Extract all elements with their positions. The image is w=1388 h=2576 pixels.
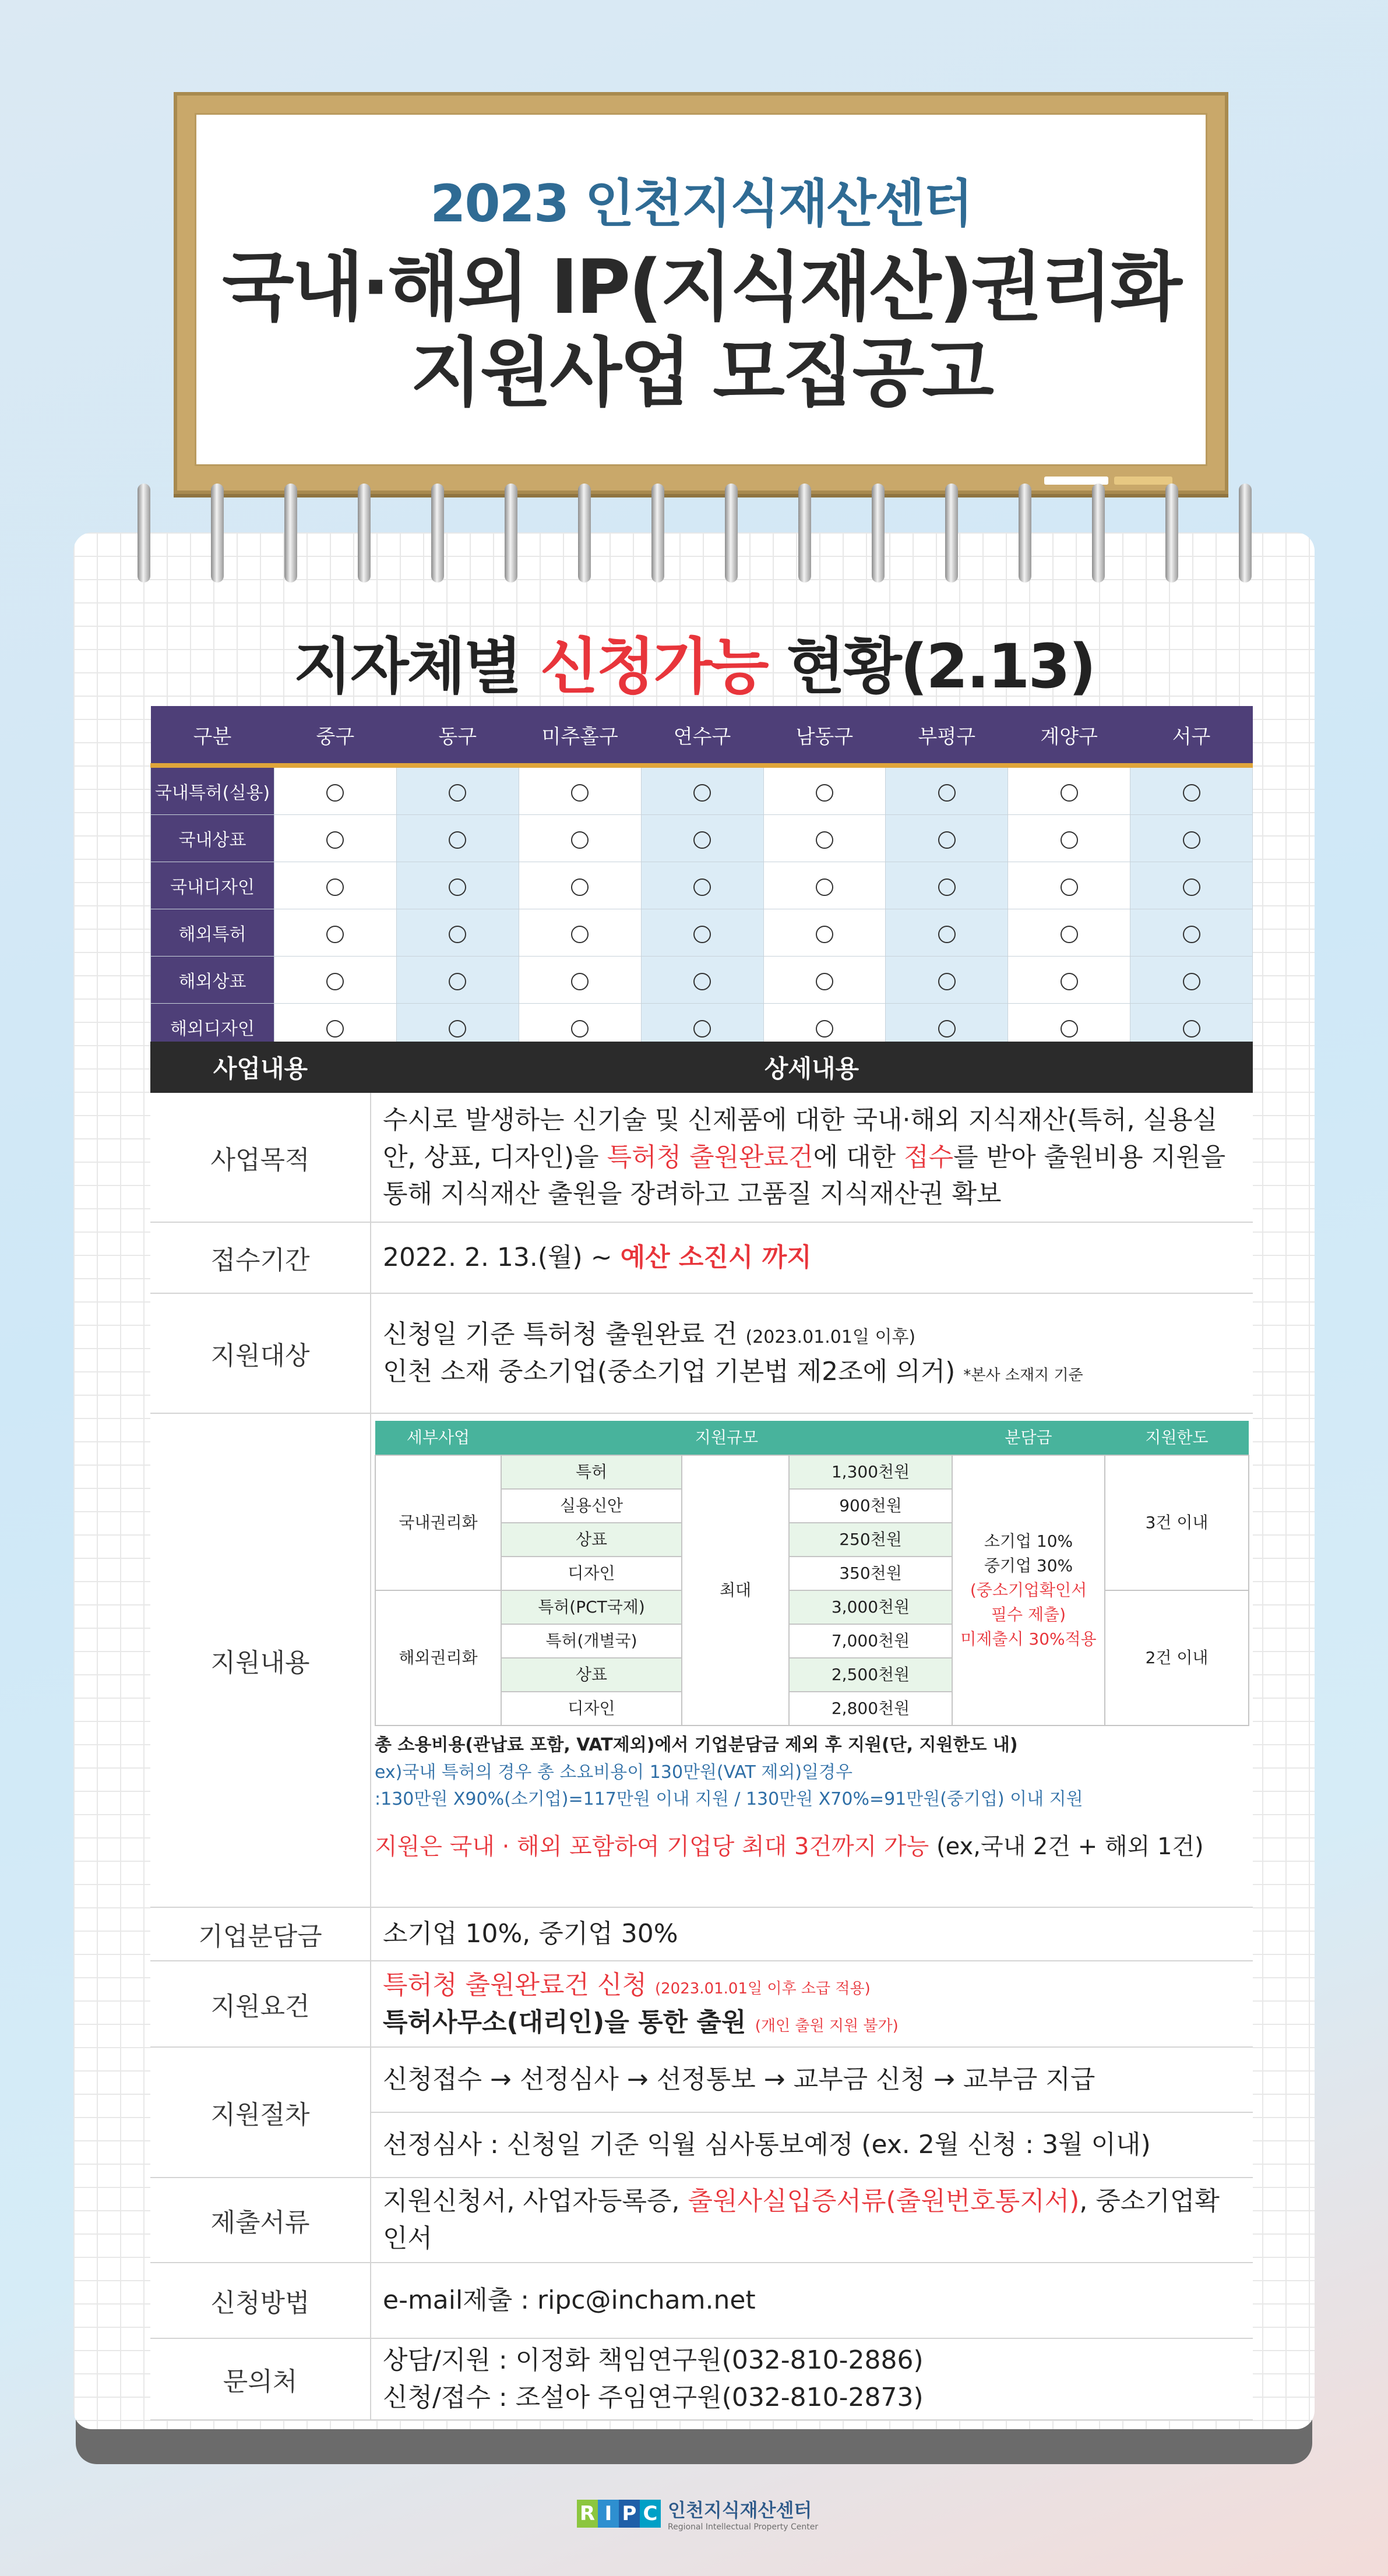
- region-availability-table: [150, 706, 1253, 1051]
- district-header: 연수구: [641, 706, 763, 765]
- support-note-1: 총 소용비용(관납료 포함, VAT제외)에서 기업분담금 제외 후 지원(단, 지원한도 내): [375, 1735, 1018, 1755]
- support-label: 지원내용: [150, 1413, 371, 1907]
- availability-title-highlight: 신청가능: [540, 631, 767, 702]
- available-circle-icon: [938, 878, 956, 896]
- contact-line1: 상담/지원 : 이정화 책임연구원(032-810-2886): [383, 2345, 924, 2376]
- availability-cell: [1008, 765, 1130, 815]
- share-content: 소기업 10%, 중기업 30%: [371, 1907, 1253, 1961]
- available-circle-icon: [938, 973, 956, 990]
- purpose-text-1: 수시로 발생하는 신기술 및 신제품에 대한 국내·해외 지식재산(특허, 실용실안, 상표, 디자인)을: [383, 1104, 1218, 1172]
- spiral-ring-icon: [945, 484, 958, 583]
- support-item-name: 특허(PCT국제): [501, 1590, 682, 1624]
- support-item-row: [375, 1590, 1249, 1624]
- support-note-4: 지원은 국내 · 해외 포함하여 기업당 최대 3건까지 가능: [375, 1833, 929, 1860]
- availability-cell: [641, 957, 763, 1004]
- district-header: 동구: [396, 706, 519, 765]
- available-circle-icon: [938, 831, 956, 849]
- period-date: 2022. 2. 13.(월) ~: [383, 1243, 621, 1273]
- availability-cell: [274, 909, 397, 957]
- available-circle-icon: [1061, 831, 1078, 849]
- support-content: [371, 1413, 1253, 1907]
- procedure-line2: 선정심사 : 신청일 기준 익월 심사통보예정 (ex. 2월 신청 : 3월 이내): [371, 2112, 1253, 2177]
- available-circle-icon: [816, 831, 833, 849]
- available-circle-icon: [816, 784, 833, 802]
- share-small: 소기업 10%: [984, 1532, 1073, 1551]
- availability-cell: [396, 765, 519, 815]
- support-item-amount: 3,000천원: [789, 1590, 952, 1624]
- board-title-line1: 국내·해외 IP(지식재산)권리화: [222, 244, 1180, 331]
- region-row: [151, 815, 1253, 862]
- requirement-line2-note: (개인 출원 지원 불가): [755, 2017, 899, 2035]
- spiral-ring-icon: [431, 484, 444, 583]
- available-circle-icon: [449, 973, 466, 990]
- district-header: 남동구: [763, 706, 886, 765]
- spiral-ring-icon: [798, 484, 811, 583]
- available-circle-icon: [1183, 926, 1200, 943]
- requirement-line2: 특허사무소(대리인)을 통한 출원: [383, 2007, 755, 2037]
- blackboard-frame: [174, 92, 1228, 494]
- support-item-name: 디자인: [501, 1692, 682, 1725]
- availability-cell: [1008, 957, 1130, 1004]
- logo-letter: C: [640, 2500, 661, 2528]
- available-circle-icon: [449, 1020, 466, 1038]
- availability-cell: [641, 815, 763, 862]
- region-row: [151, 957, 1253, 1004]
- domestic-limit: 3건 이내: [1105, 1455, 1249, 1590]
- available-circle-icon: [326, 878, 344, 896]
- spiral-ring-icon: [872, 484, 885, 583]
- availability-cell: [1008, 909, 1130, 957]
- support-item-amount: 350천원: [789, 1557, 952, 1590]
- availability-cell: [519, 765, 641, 815]
- purpose-text-highlight-2: 접수: [904, 1142, 954, 1172]
- availability-cell: [1008, 815, 1130, 862]
- region-row: [151, 765, 1253, 815]
- spiral-ring-icon: [1092, 484, 1105, 583]
- support-notes: [375, 1732, 1249, 1865]
- availability-cell: [1130, 815, 1253, 862]
- spiral-ring-icon: [578, 484, 591, 583]
- availability-cell: [1130, 909, 1253, 957]
- requirement-line1: 특허청 출원완료건 신청: [383, 1970, 655, 2000]
- purpose-text-3: 에 대한: [813, 1142, 904, 1172]
- available-circle-icon: [1061, 784, 1078, 802]
- board-panel: [195, 113, 1207, 466]
- availability-cell: [274, 957, 397, 1004]
- support-item-name: 디자인: [501, 1557, 682, 1590]
- available-circle-icon: [1183, 784, 1200, 802]
- support-item-amount: 1,300천원: [789, 1455, 952, 1489]
- available-circle-icon: [571, 926, 589, 943]
- support-item-name: 상표: [501, 1523, 682, 1557]
- documents-content: [371, 2178, 1253, 2263]
- availability-cell: [519, 957, 641, 1004]
- region-row: [151, 862, 1253, 909]
- availability-cell: [1008, 862, 1130, 909]
- domestic-category: 국내권리화: [375, 1455, 501, 1590]
- support-note-2: ex)국내 특허의 경우 총 소요비용이 130만원(VAT 제외)일경우: [375, 1762, 852, 1783]
- region-row-label: 해외특허: [151, 909, 274, 957]
- support-item-amount: 2,800천원: [789, 1692, 952, 1725]
- share-note-3: 미제출시 30%적용: [960, 1629, 1097, 1649]
- ripc-logo-mark: [577, 2500, 661, 2528]
- availability-cell: [886, 957, 1008, 1004]
- availability-title-suffix: 현황(2.13): [786, 631, 1095, 702]
- share-note-1: (중소기업확인서: [970, 1580, 1087, 1600]
- region-row-label: 국내상표: [151, 815, 274, 862]
- documents-text-highlight: 출원사실입증서류(출원번호통지서): [688, 2186, 1080, 2217]
- documents-label: 제출서류: [150, 2178, 371, 2263]
- availability-cell: [763, 815, 886, 862]
- details-header-row: [150, 1042, 1253, 1093]
- target-line2: 인천 소재 중소기업(중소기업 기본법 제2조에 의거): [383, 1357, 964, 1386]
- procedure-line1: 신청접수 → 선정심사 → 선정통보 → 교부금 신청 → 교부금 지급: [383, 2065, 1095, 2094]
- district-header: 부평구: [886, 706, 1008, 765]
- available-circle-icon: [816, 1020, 833, 1038]
- available-circle-icon: [1183, 831, 1200, 849]
- availability-cell: [396, 815, 519, 862]
- spiral-ring-icon: [651, 484, 664, 583]
- program-details-table: [150, 1042, 1253, 2420]
- available-circle-icon: [449, 926, 466, 943]
- period-content: [371, 1222, 1253, 1293]
- share-note-2: 필수 제출): [991, 1605, 1066, 1624]
- availability-cell: [641, 909, 763, 957]
- requirement-label: 지원요건: [150, 1961, 371, 2047]
- available-circle-icon: [571, 878, 589, 896]
- spiral-ring-icon: [1019, 484, 1031, 583]
- procedure-content: [371, 2047, 1253, 2178]
- available-circle-icon: [816, 926, 833, 943]
- period-label: 접수기간: [150, 1222, 371, 1293]
- district-header: 미추홀구: [519, 706, 641, 765]
- target-line2-note: *본사 소재지 기준: [963, 1367, 1083, 1384]
- purpose-text-highlight-1: 특허청 출원완료건: [607, 1142, 813, 1172]
- requirement-content: [371, 1961, 1253, 2047]
- logo-english: Regional Intellectual Property Center: [668, 2522, 819, 2532]
- available-circle-icon: [1183, 973, 1200, 990]
- available-circle-icon: [326, 926, 344, 943]
- available-circle-icon: [693, 926, 711, 943]
- available-circle-icon: [449, 784, 466, 802]
- spiral-ring-icon: [284, 484, 297, 583]
- availability-cell: [396, 957, 519, 1004]
- availability-cell: [1130, 765, 1253, 815]
- details-header-detail: 상세내용: [371, 1042, 1253, 1093]
- availability-cell: [274, 862, 397, 909]
- availability-cell: [396, 909, 519, 957]
- spiral-ring-icon: [1239, 484, 1252, 583]
- region-header-label: 구분: [151, 706, 274, 765]
- available-circle-icon: [1061, 878, 1078, 896]
- availability-cell: [519, 815, 641, 862]
- available-circle-icon: [693, 878, 711, 896]
- support-item-name: 상표: [501, 1658, 682, 1692]
- support-item-amount: 250천원: [789, 1523, 952, 1557]
- documents-text-1: 지원신청서, 사업자등록증,: [383, 2186, 688, 2217]
- availability-cell: [763, 957, 886, 1004]
- target-content: [371, 1293, 1253, 1413]
- contact-line2: 신청/접수 : 조설아 주임연구원(032-810-2873): [383, 2383, 924, 2412]
- share-row: [150, 1907, 1253, 1961]
- board-title-line2: 지원사업 모집공고: [410, 330, 992, 417]
- spiral-ring-icon: [505, 484, 517, 583]
- spiral-ring-icon: [211, 484, 224, 583]
- available-circle-icon: [326, 831, 344, 849]
- method-label: 신청방법: [150, 2263, 371, 2338]
- share-medium: 중기업 30%: [984, 1556, 1073, 1575]
- support-header-scale: 지원규모: [501, 1421, 952, 1455]
- availability-cell: [274, 815, 397, 862]
- requirement-row: [150, 1961, 1253, 2047]
- logo-name: 인천지식재산센터: [668, 2499, 812, 2521]
- purpose-row: [150, 1093, 1253, 1222]
- available-circle-icon: [1061, 926, 1078, 943]
- documents-row: [150, 2178, 1253, 2263]
- availability-cell: [763, 909, 886, 957]
- available-circle-icon: [693, 831, 711, 849]
- overseas-category: 해외권리화: [375, 1590, 501, 1725]
- region-row: [151, 909, 1253, 957]
- available-circle-icon: [693, 784, 711, 802]
- available-circle-icon: [449, 831, 466, 849]
- support-scale-table: [375, 1421, 1249, 1726]
- contact-content: [371, 2338, 1253, 2420]
- requirement-line1-note: (2023.01.01일 이후 소급 적용): [655, 1980, 871, 1998]
- spiral-ring-icon: [358, 484, 371, 583]
- availability-cell: [886, 815, 1008, 862]
- support-item-name: 실용신안: [501, 1489, 682, 1523]
- support-scale-header: [375, 1421, 1249, 1455]
- target-row: [150, 1293, 1253, 1413]
- available-circle-icon: [1183, 1020, 1200, 1038]
- availability-cell: [641, 862, 763, 909]
- documents-text-3: , 중소기업확인서: [383, 2186, 1220, 2253]
- availability-cell: [763, 765, 886, 815]
- available-circle-icon: [1061, 1020, 1078, 1038]
- available-circle-icon: [449, 878, 466, 896]
- procedure-label: 지원절차: [150, 2047, 371, 2178]
- ripc-logo: [577, 2496, 818, 2532]
- procedure-row: [150, 2047, 1253, 2178]
- availability-cell: [519, 909, 641, 957]
- available-circle-icon: [326, 973, 344, 990]
- details-header-business: 사업내용: [150, 1042, 371, 1093]
- logo-letter: I: [598, 2500, 619, 2528]
- available-circle-icon: [938, 926, 956, 943]
- region-row-label: 국내특허(실용): [151, 765, 274, 815]
- available-circle-icon: [326, 1020, 344, 1038]
- available-circle-icon: [571, 784, 589, 802]
- availability-cell: [1130, 957, 1253, 1004]
- available-circle-icon: [1183, 878, 1200, 896]
- logo-letter: R: [577, 2500, 598, 2528]
- contact-row: [150, 2338, 1253, 2420]
- support-share-cell: [952, 1455, 1105, 1725]
- target-label: 지원대상: [150, 1293, 371, 1413]
- support-header-sub: 세부사업: [375, 1421, 501, 1455]
- available-circle-icon: [571, 973, 589, 990]
- availability-cell: [1130, 862, 1253, 909]
- share-label: 기업분담금: [150, 1907, 371, 1961]
- purpose-content: [371, 1093, 1253, 1222]
- available-circle-icon: [816, 973, 833, 990]
- availability-title: [0, 617, 1388, 705]
- target-line1-note: (2023.01.01일 이후): [745, 1327, 916, 1348]
- period-until: 예산 소진시 까지: [620, 1243, 812, 1273]
- support-max-label: 최대: [682, 1455, 789, 1725]
- availability-cell: [519, 862, 641, 909]
- spiral-rings: [0, 484, 1388, 588]
- support-item-row: [375, 1455, 1249, 1489]
- availability-title-prefix: 지자체별: [293, 631, 521, 702]
- support-note-5: (ex,국내 2건 + 해외 1건): [929, 1833, 1204, 1860]
- support-note-3: :130만원 X90%(소기업)=117만원 이내 지원 / 130만원 X70%=91만원(중기업) 이내 지원: [375, 1789, 1083, 1809]
- support-header-share: 분담금: [952, 1421, 1105, 1455]
- logo-letter: P: [619, 2500, 640, 2528]
- availability-cell: [886, 862, 1008, 909]
- available-circle-icon: [938, 1020, 956, 1038]
- district-header: 계양구: [1008, 706, 1130, 765]
- availability-cell: [274, 765, 397, 815]
- region-row-label: 국내디자인: [151, 862, 274, 909]
- available-circle-icon: [693, 1020, 711, 1038]
- spiral-ring-icon: [725, 484, 738, 583]
- spiral-ring-icon: [1165, 484, 1178, 583]
- support-row: [150, 1413, 1253, 1907]
- support-item-name: 특허: [501, 1455, 682, 1489]
- support-item-amount: 2,500천원: [789, 1658, 952, 1692]
- support-item-name: 특허(개별국): [501, 1624, 682, 1658]
- available-circle-icon: [693, 973, 711, 990]
- region-row-label: 해외디자인: [151, 1004, 274, 1051]
- support-item-amount: 7,000천원: [789, 1624, 952, 1658]
- purpose-text-5: 를 받아 출원비용 지원을 통해 지식재산 출원을 장려하고 고품질 지식재산권 확보: [383, 1142, 1226, 1209]
- purpose-label: 사업목적: [150, 1093, 371, 1222]
- target-line1: 신청일 기준 특허청 출원완료 건: [383, 1319, 746, 1350]
- district-header: 서구: [1130, 706, 1253, 765]
- overseas-limit: 2건 이내: [1105, 1590, 1249, 1725]
- available-circle-icon: [938, 784, 956, 802]
- available-circle-icon: [1061, 973, 1078, 990]
- spiral-ring-icon: [138, 484, 150, 583]
- availability-cell: [886, 765, 1008, 815]
- availability-cell: [763, 862, 886, 909]
- support-header-limit: 지원한도: [1105, 1421, 1249, 1455]
- board-subtitle: 2023 인천지식재산센터: [430, 173, 972, 234]
- availability-cell: [641, 765, 763, 815]
- available-circle-icon: [816, 878, 833, 896]
- contact-label: 문의처: [150, 2338, 371, 2420]
- ripc-logo-text: [668, 2496, 818, 2532]
- availability-cell: [886, 909, 1008, 957]
- support-item-amount: 900천원: [789, 1489, 952, 1523]
- region-header-row: [151, 706, 1253, 765]
- available-circle-icon: [571, 1020, 589, 1038]
- availability-cell: [396, 862, 519, 909]
- period-row: [150, 1222, 1253, 1293]
- region-row-label: 해외상표: [151, 957, 274, 1004]
- district-header: 중구: [274, 706, 397, 765]
- available-circle-icon: [326, 784, 344, 802]
- available-circle-icon: [571, 831, 589, 849]
- method-row: [150, 2263, 1253, 2338]
- method-content: e-mail제출 : ripc@incham.net: [371, 2263, 1253, 2338]
